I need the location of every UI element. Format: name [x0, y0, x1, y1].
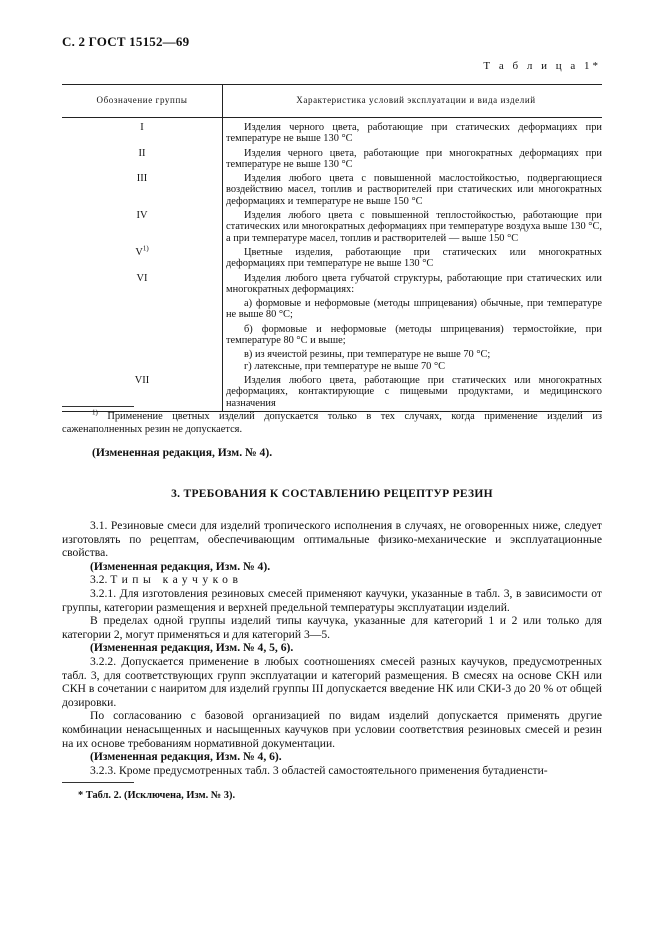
edition-note: (Измененная редакция, Изм. № 4, 5, 6). [90, 641, 294, 655]
table-caption: Т а б л и ц а 1* [483, 60, 601, 72]
table-row [62, 209, 602, 246]
paragraph: 3.2.1. Для изготовления резиновых смесей применяют каучуки, указанные в табл. 3, в зависимости от группы, категории размещения и верхней предельной температуры эксплуатации изделий. [62, 586, 602, 614]
group-cell: IV [62, 209, 223, 246]
sub-item: а) формовые и неформовые (методы шприцевания) обычные, при температуре не выше 80 °С; [226, 298, 602, 321]
edition-note: (Измененная редакция, Изм. № 4). [90, 559, 271, 573]
table-row [62, 272, 602, 374]
paragraph: 3.2. Типы каучуков [90, 573, 243, 587]
footnote-separator [62, 782, 134, 783]
section-body [62, 519, 602, 777]
edition-note: (Измененная редакция, Изм. № 4, 6). [90, 750, 282, 764]
footnote-separator [62, 406, 134, 407]
description-cell: Изделия черного цвета, работающие при статических деформациях при температуре не выше 130 °С [226, 122, 602, 145]
description-cell: Изделия черного цвета, работающие при многократных деформациях при температуре не выше 130 °С [226, 147, 602, 170]
description-cell: Цветные изделия, работающие при статических или многократных деформациях при температуре не выше 130 °С [226, 246, 602, 270]
description-cell: Изделия любого цвета губчатой структуры, работающие при статических или многократных деформациях: а) формовые и неформовые (методы шприцевания) обычные, при температуре не выше 80 °С; б) формовые и неформовые (методы шприцевания) термостойкие, при температуре 80 °С и выше; в) из ячеистой резины, при температуре не выше 70 °С; г) латексные, при температуре не выше 70 °С [226, 272, 602, 372]
col-header-group: Обозначение группы [62, 85, 223, 118]
description-cell: Изделия любого цвета, работающие при статических или многократных деформациях, контактирующие с пищевыми продуктами, и медицинского назначения [223, 374, 603, 411]
sub-item: в) из ячеистой резины, при температуре не выше 70 °С; [244, 349, 491, 361]
page-footnote: * Табл. 2. (Исключена, Изм. № 3). [78, 790, 236, 801]
footnote-mark: 1) [142, 244, 149, 253]
edition-note: (Измененная редакция, Изм. № 4). [92, 446, 273, 459]
description-cell: Изделия любого цвета с повышенной маслостойкостью, подвергающиеся воздействию масел, топлив и растворителей при статических или многократных деформациях и температуре не выше 150 °С [226, 173, 602, 207]
section-title: 3. ТРЕБОВАНИЯ К СОСТАВЛЕНИЮ РЕЦЕПТУР РЕЗИН [171, 488, 493, 500]
description-cell: Изделия любого цвета с повышенной теплостойкостью, работающие при статических или многократных деформациях при температуре воздуха выше 130 °С, а при температуре масел, топлив и растворителей — выше 150 °С [226, 210, 602, 244]
page-header: С. 2 ГОСТ 15152—69 [62, 34, 190, 49]
sub-item: б) формовые и неформовые (методы шприцевания) термостойкие, при температуре 80 °С и выше; [226, 323, 602, 347]
groups-table [62, 84, 602, 412]
group-cell: I [62, 118, 223, 147]
group-cell: $V^{1)}$ [62, 246, 223, 272]
paragraph: В пределах одной группы изделий типы каучука, указанные для категорий 1 и 2 или только для категории 2, могут применяться и для категорий 3—5. [62, 614, 602, 641]
group-cell: III [62, 172, 223, 209]
col-header-description: Характеристика условий эксплуатации и вида изделий [223, 85, 603, 118]
paragraph: 3.2.3. Кроме предусмотренных табл. 3 областей самостоятельного применения бутадиенсти- [90, 763, 548, 777]
table-row [62, 147, 602, 173]
table-row [62, 246, 602, 272]
table-row [62, 172, 602, 209]
group-cell: VII [62, 374, 223, 411]
table-footnote: $^{1)}$ Применение цветных изделий допускается только в тех случаях, когда применение изделий из саженаполненных резин не допускается. [62, 408, 602, 435]
table-row [62, 374, 602, 411]
paragraph: По согласованию с базовой организацией по видам изделий допускается применять другие комбинации ненасыщенных и насыщенных каучуков при условии соответствия резиновых смесей и резин на их основе требованиям нормативной документации. [62, 709, 602, 750]
group-cell: II [62, 147, 223, 173]
paragraph: 3.2.2. Допускается применение в любых соотношениях смесей разных каучуков, предусмотренных табл. 3, для соответствующих групп эксплуатации и категорий размещения. В смесях на основе СКН или СКН в сочетании с наиритом для изделий группы III допускается введение НК или СКИ-3 до 20 % от общей дозировки. [62, 654, 602, 709]
table-row [62, 118, 602, 147]
sub-item: г) латексные, при температуре не выше 70 °С [244, 360, 446, 372]
paragraph: 3.1. Резиновые смеси для изделий тропического исполнения в случаях, не оговоренных ниже, следует изготовлять по рецептам, обеспечивающим оптимальные физико-механические и эксплуатационные свойства. [62, 519, 602, 560]
group-cell: VI [62, 272, 223, 374]
